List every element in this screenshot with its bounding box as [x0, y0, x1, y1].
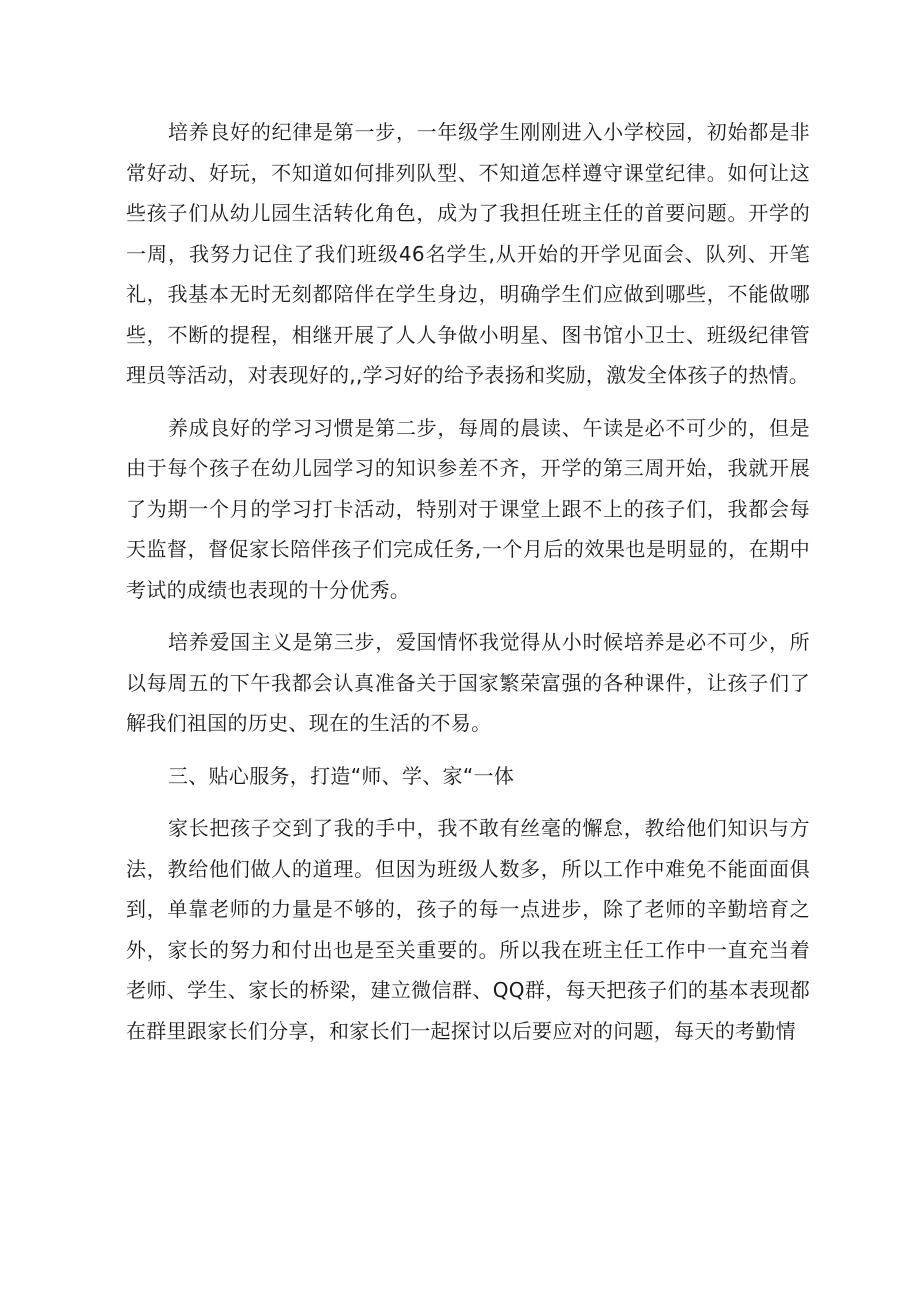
paragraph-patriotism: 培养爱国主义是第三步，爱国情怀我觉得从小时候培养是必不可少，所以每周五的下午我都会认真准备关于国家繁荣富强的各种课件，让孩子们了解我们祖国的历史、现在的生活的不易。 [126, 630, 810, 735]
section-heading: 三、贴心服务，打造“师、学、家“一体 [168, 763, 515, 788]
paragraph-parent-cooperation: 家长把孩子交到了我的手中，我不敢有丝毫的懈怠，教给他们知识与方法，教给他们做人的道理。但因为班级人数多，所以工作中难免不能面面俱到，单靠老师的力量是不够的，孩子的每一点进步，除了老师的辛勤培育之外，家长的努力和付出也是至关重要的。所以我在班主任工作中一直充当着老师、学生、家长的桥梁，建立微信群、QQ群，每天把孩子们的基本表现都在群里跟家长们分享，和家长们一起探讨以后要应对的问题，每天的考勤情 [126, 816, 810, 1043]
paragraph-study-habits: 养成良好的学习习惯是第二步，每周的晨读、午读是必不可少的，但是由于每个孩子在幼儿园学习的知识参差不齐，开学的第三周开始，我就开展了为期一个月的学习打卡活动，特别对于课堂上跟不上的孩子们，我都会每天监督，督促家长陪伴孩子们完成任务,一个月后的效果也是明显的，在期中考试的成绩也表现的十分优秀。 [126, 415, 810, 602]
paragraph-discipline: 培养良好的纪律是第一步，一年级学生刚刚进入小学校园，初始都是非常好动、好玩，不知道如何排列队型、不知道怎样遵守课堂纪律。如何让这些孩子们从幼儿园生活转化角色，成为了我担任班主任的首要问题。开学的一周，我努力记住了我们班级46名学生,从开始的开学见面会、队列、开笔礼，我基本无时无刻都陪伴在学生身边，明确学生们应做到哪些，不能做哪些，不断的提程，相继开展了人人争做小明星、图书馆小卫士、班级纪律管理员等活动，对表现好的,,学习好的给予表扬和奖励，激发全体孩子的热情。 [126, 120, 810, 387]
document-body [126, 112, 810, 1063]
